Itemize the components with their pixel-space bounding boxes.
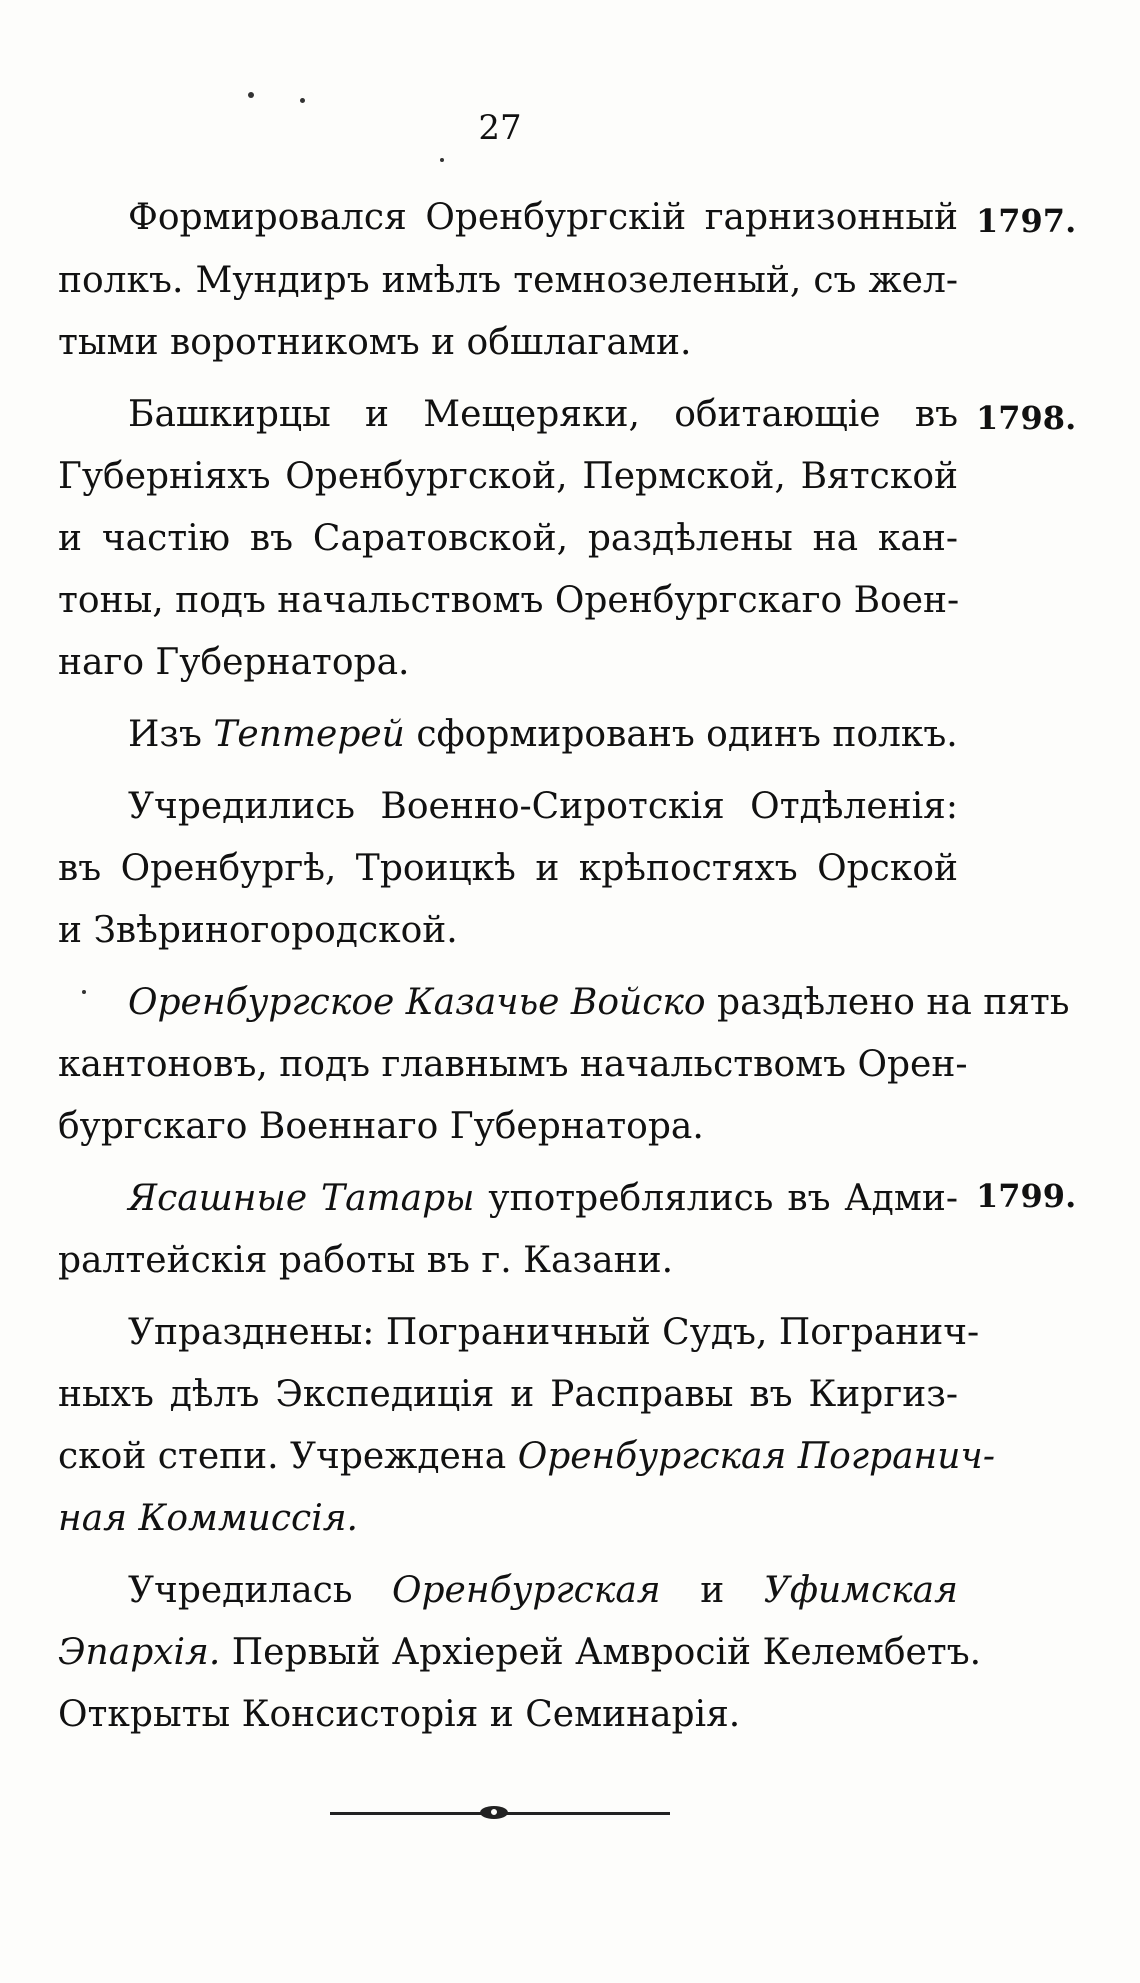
- ornament-dot: [489, 1807, 499, 1817]
- p8-italic-eparchy: Эпархія.: [58, 1632, 221, 1673]
- p5-line-2: кантоновъ, подъ главнымъ начальствомъ Орен-: [58, 1044, 968, 1085]
- p7-line-3: [58, 1436, 995, 1477]
- p4-line-2: въ Оренбургѣ, Троицкѣ и крѣпостяхъ Орской: [58, 848, 958, 889]
- p1-line-2: полкъ. Мундиръ имѣлъ темнозеленый, съ жел-: [58, 260, 958, 301]
- speck: [82, 990, 86, 994]
- p7-italic-name: Оренбургская Погранич-: [517, 1436, 995, 1477]
- p1-line-3: тыми воротникомъ и обшлагами.: [58, 322, 692, 363]
- p5-italic-name: Оренбургское Казачье Войско: [128, 982, 706, 1023]
- speck: [300, 98, 305, 103]
- p8-line-3: Открыты Консисторія и Семинарія.: [58, 1694, 741, 1735]
- p5-line-3: бургскаго Военнаго Губернатора.: [58, 1106, 704, 1147]
- p3-text-c: сформированъ одинъ полкъ.: [404, 714, 958, 755]
- p6-line-2: ралтейскія работы въ г. Казани.: [58, 1240, 674, 1281]
- p8-text-b: Первый Архіерей Амвросій Келембетъ.: [220, 1632, 982, 1673]
- speck: [248, 92, 254, 98]
- page-number: 27: [478, 108, 522, 148]
- p7-text-a: ской степи. Учреждена: [58, 1436, 518, 1477]
- p2-line-2: Губерніяхъ Оренбургской, Пермской, Вятской: [58, 456, 958, 497]
- p7-line-2: ныхъ дѣлъ Экспедиція и Расправы въ Киргиз-: [58, 1374, 958, 1415]
- p3-line-1: [128, 714, 958, 755]
- p8-line-1: [128, 1570, 958, 1611]
- p8-text-c: и: [660, 1570, 764, 1611]
- speck: [440, 158, 444, 162]
- p2-line-4: тоны, подъ начальствомъ Оренбургскаго Воен-: [58, 580, 960, 621]
- year-1797: 1797.: [976, 202, 1077, 240]
- year-1799: 1799.: [976, 1177, 1077, 1215]
- p6-line-1: [128, 1178, 958, 1219]
- p1-line-1: Формировался Оренбургскій гарнизонный: [128, 197, 958, 238]
- year-1798: 1798.: [976, 399, 1077, 437]
- p4-line-3: и Звѣриногородской.: [58, 910, 458, 951]
- p5-line-1: [128, 982, 1070, 1023]
- p3-italic-name: Тептерей: [213, 714, 405, 755]
- p4-line-1: Учредились Военно-Сиротскія Отдѣленія:: [128, 786, 958, 827]
- p8-italic-ufa: Уфимская: [763, 1570, 958, 1611]
- p6-text-b: употреблялись въ Адми-: [474, 1178, 958, 1219]
- p8-italic-orenburg: Оренбургская: [392, 1570, 661, 1611]
- p8-text-a: Учредилась: [128, 1570, 392, 1611]
- p2-line-5: наго Губернатора.: [58, 642, 410, 683]
- p7-line-1: Упразднены: Пограничный Судъ, Погранич-: [128, 1312, 980, 1353]
- p5-text-b: раздѣлено на пять: [705, 982, 1070, 1023]
- p2-line-3: и частію въ Саратовской, раздѣлены на кан-: [58, 518, 958, 559]
- p7-line-4: ная Коммиссія.: [58, 1498, 358, 1539]
- p2-line-1: Башкирцы и Мещеряки, обитающіе въ: [128, 394, 958, 435]
- p3-text-a: Изъ: [128, 714, 214, 755]
- p6-italic-name: Ясашные Татары: [128, 1178, 475, 1219]
- p8-line-2: [58, 1632, 982, 1673]
